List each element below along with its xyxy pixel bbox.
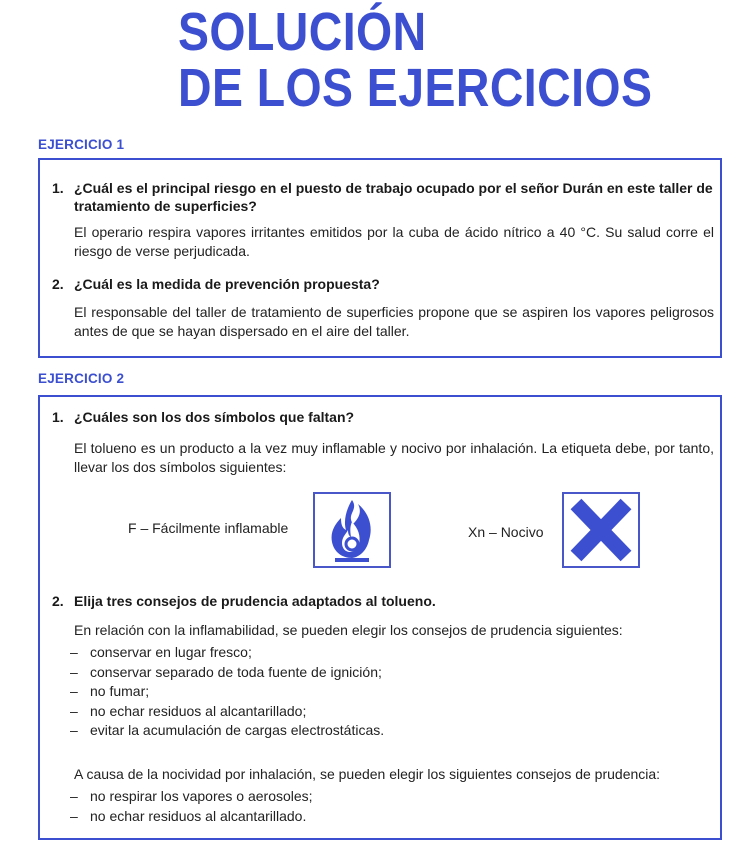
harmful-symbol — [562, 492, 640, 568]
question-text: ¿Cuál es el principal riesgo en el puesto de trabajo ocupado por el señor Durán en este taller de tratamiento de superficies? — [74, 180, 713, 214]
ej2-question-2 — [52, 592, 714, 610]
ej1-question-2 — [52, 275, 714, 293]
flame-icon — [315, 494, 389, 566]
ejercicio-1-heading: EJERCICIO 1 — [38, 137, 125, 152]
question-number: 2. — [52, 593, 64, 609]
list-item: – no echar residuos al alcantarillado; — [70, 702, 384, 722]
prudence-list-2 — [70, 787, 313, 826]
ej2-intro-2: A causa de la nocividad por inhalación, se pueden elegir los siguientes consejos de prudencia: — [74, 766, 661, 782]
ej2-intro-1: En relación con la inflamabilidad, se pueden elegir los consejos de prudencia siguientes: — [74, 622, 623, 638]
question-number: 2. — [52, 276, 64, 292]
list-item: – no fumar; — [70, 682, 384, 702]
page-title — [178, 4, 652, 116]
question-number: 1. — [52, 180, 64, 196]
title-line-1: SOLUCIÓN — [178, 2, 427, 62]
prudence-list-1 — [70, 643, 384, 741]
title-line-2: DE LOS EJERCICIOS — [178, 58, 653, 118]
ej2-answer-1: El tolueno es un producto a la vez muy inflamable y nocivo por inhalación. La etiqueta debe, por tanto, llevar los dos símbolos siguientes: — [74, 440, 714, 475]
question-number: 1. — [52, 409, 64, 425]
ej2-question-1 — [52, 408, 714, 426]
cross-icon — [564, 494, 638, 566]
flammable-symbol — [313, 492, 391, 568]
list-item: – conservar separado de toda fuente de ignición; — [70, 663, 384, 683]
ej1-answer-1: El operario respira vapores irritantes emitidos por la cuba de ácido nítrico a 40 °C. Su salud corre el riesgo de verse perjudicada. — [74, 224, 714, 259]
ejercicio-2-heading: EJERCICIO 2 — [38, 371, 125, 386]
question-text: Elija tres consejos de prudencia adaptados al tolueno. — [74, 593, 436, 609]
flammable-label: F – Fácilmente inflamable — [128, 520, 289, 536]
question-text: ¿Cuál es la medida de prevención propuesta? — [74, 276, 380, 292]
harmful-label: Xn – Nocivo — [468, 524, 544, 540]
list-item: – no respirar los vapores o aerosoles; — [70, 787, 313, 807]
ej1-question-1 — [52, 179, 714, 215]
list-item: – conservar en lugar fresco; — [70, 643, 384, 663]
list-item: – evitar la acumulación de cargas electrostáticas. — [70, 721, 384, 741]
list-item: – no echar residuos al alcantarillado. — [70, 807, 313, 827]
question-text: ¿Cuáles son los dos símbolos que faltan? — [74, 409, 355, 425]
ej1-answer-2: El responsable del taller de tratamiento de superficies propone que se aspiren los vapores peligrosos antes de que se hayan dispersado en el aire del taller. — [74, 304, 714, 339]
